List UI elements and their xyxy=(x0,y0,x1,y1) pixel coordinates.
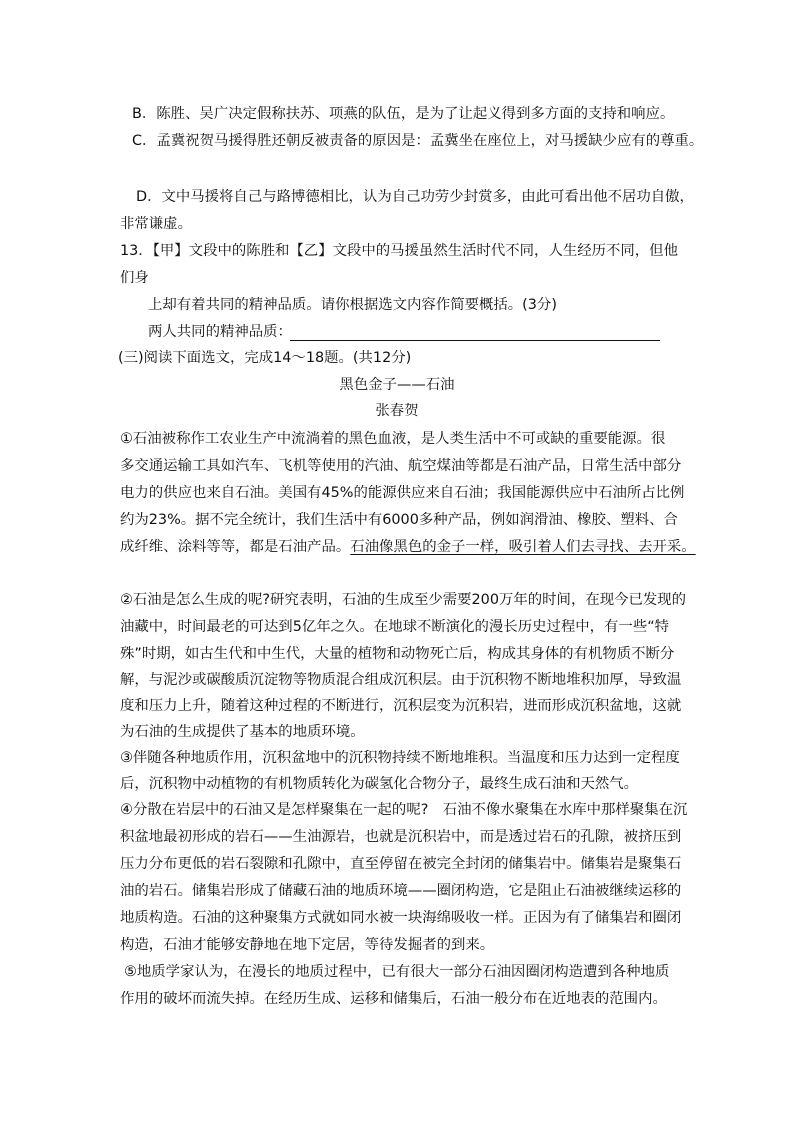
paragraph-2-line-6: 为石油的生成提供了基本的地质环境。 xyxy=(120,724,365,740)
paragraph-4-line-6: 构造，石油才能够安静地在地下定居，等待发掘者的到来。 xyxy=(120,937,495,953)
option-b: B．陈胜、吴广决定假称扶苏、项燕的队伍，是为了让起义得到多方面的支持和响应。 xyxy=(132,106,675,122)
paragraph-1-line-5 xyxy=(120,537,696,557)
paragraph-1-line-5-text: 成纤维、涂料等等，都是石油产品。 xyxy=(120,539,351,555)
question-13-line-3: 上却有着共同的精神品质。请你根据选文内容作简要概括。(3分) xyxy=(148,297,557,313)
option-c: C．孟冀祝贺马援得胜还朝反被责备的原因是：孟冀坐在座位上，对马援缺少应有的尊重。 xyxy=(132,133,704,149)
paragraph-4-line-5: 地质构造。石油的这种聚集方式就如同水被一块海绵吸收一样。正因为有了储集岩和圈闭 xyxy=(120,910,682,926)
paragraph-2-line-3: 殊”时期，如古生代和中生代，大量的植物和动物死亡后，构成其身体的有机物质不断分 xyxy=(120,646,675,662)
paragraph-4-line-2: 积盆地最初形成的岩石——生油源岩，也就是沉积岩中，而是透过岩石的孔隙，被挤压到 xyxy=(120,829,682,845)
paragraph-1-line-4: 约为23%。据不完全统计，我们生活中有6000多种产品，例如润滑油、橡胶、塑料、合 xyxy=(120,512,678,528)
paragraph-4-line-3: 压力分布更低的岩石裂隙和孔隙中，直至停留在被完全封闭的储集岩中。储集岩是聚集石 xyxy=(120,856,682,872)
paragraph-1-line-3: 电力的供应也来自石油。美国有45%的能源供应来自石油；我国能源供应中石油所占比例 xyxy=(120,485,685,501)
question-13-line-1: 13．【甲】文段中的陈胜和【乙】文段中的马援虽然生活时代不同，人生经历不同，但他 xyxy=(120,243,678,259)
question-13-line-2: 们身 xyxy=(120,270,149,286)
paragraph-3-line-1: ③伴随各种地质作用，沉积盆地中的沉积物持续不断地堆积。当温度和压力达到一定程度 xyxy=(120,750,680,766)
article-author: 张春贺 xyxy=(375,403,419,419)
paragraph-2-line-4: 解，与泥沙或碳酸质沉淀物等物质混合组成沉积层。由于沉积物不断地堆积加厚，导致温 xyxy=(120,672,682,688)
paragraph-2-line-1: ②石油是怎么生成的呢?研究表明，石油的生成至少需要200万年的时间，在现今已发现的 xyxy=(120,592,687,608)
paragraph-3-line-2: 后，沉积物中动植物的有机物质转化为碳氢化合物分子，最终生成石油和天然气。 xyxy=(120,776,639,792)
paragraph-1-line-2: 多交通运输工具如汽车、飞机等使用的汽油、航空煤油等都是石油产品，日常生活中部分 xyxy=(120,458,682,474)
answer-blank[interactable] xyxy=(290,340,660,341)
article-title: 黑色金子——石油 xyxy=(339,377,455,393)
paragraph-2-line-5: 度和压力上升，随着这种过程的不断进行，沉积层变为沉积岩，进而形成沉积盆地，这就 xyxy=(120,698,682,714)
section-heading: (三)阅读下面选文，完成14～18题。(共12分) xyxy=(118,350,412,366)
paragraph-4-line-4: 油的岩石。储集岩形成了储藏石油的地质环境——圈闭构造，它是阻止石油被继续运移的 xyxy=(120,883,682,899)
paragraph-2-line-2: 油藏中，时间最老的可达到5亿年之久。在地球不断演化的漫长历史过程中，有一些“特 xyxy=(120,619,670,635)
option-d-line-2: 非常谦虚。 xyxy=(120,216,192,232)
paragraph-5-line-1: ⑤地质学家认为，在漫长的地质过程中，已有很大一部分石油因圈闭构造遭到各种地质 xyxy=(124,964,670,980)
underlined-sentence: 石油像黑色的金子一样，吸引着人们去寻找、去开采。 xyxy=(350,539,696,555)
paragraph-4-line-1: ④分散在岩层中的石油又是怎样聚集在一起的呢? 石油不像水聚集在水库中那样聚集在沉 xyxy=(120,802,688,818)
paragraph-1-line-1: ①石油被称作工农业生产中流淌着的黑色血液，是人类生活中不可或缺的重要能源。很 xyxy=(120,431,666,447)
paragraph-5-line-2: 作用的破坏而流失掉。在经历生成、运移和储集后，石油一般分布在近地表的范围内。 xyxy=(120,991,667,1007)
answer-label: 两人共同的精神品质： xyxy=(148,324,292,340)
option-d-line-1: D．文中马援将自己与路博德相比，认为自己功劳少封赏多，由此可看出他不居功自傲， xyxy=(136,189,694,205)
